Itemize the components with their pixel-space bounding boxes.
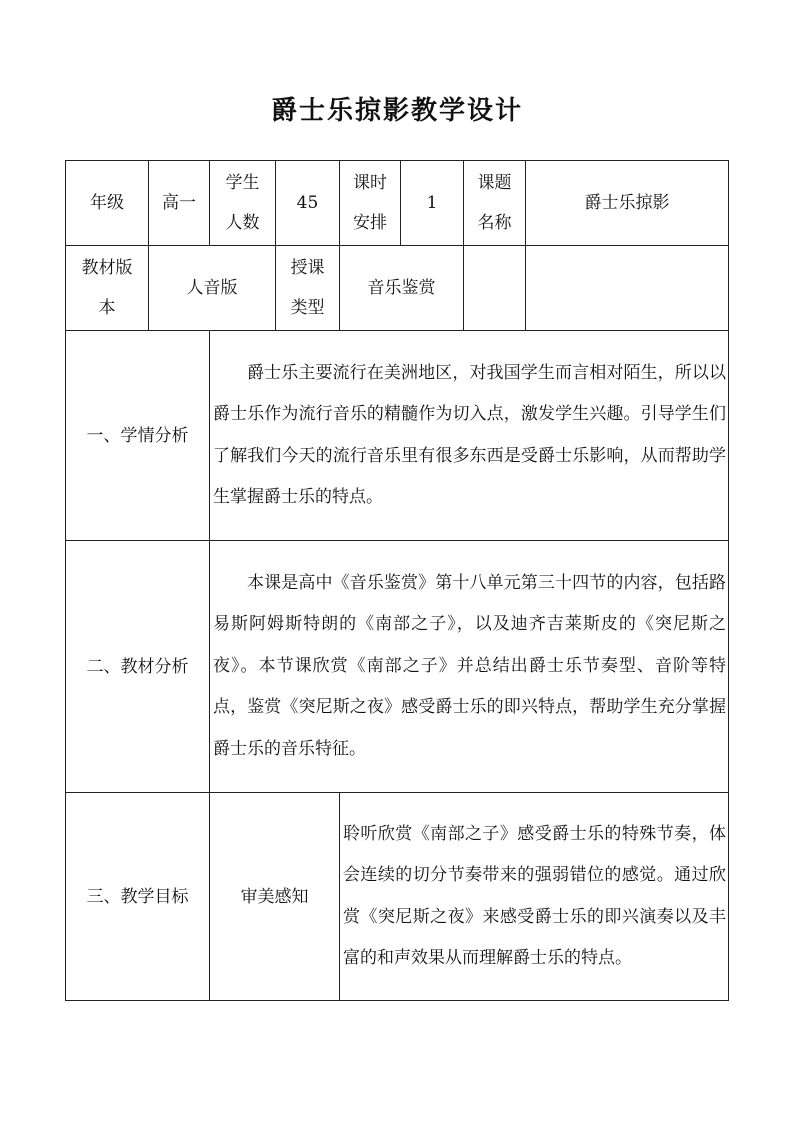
edition-value: 人音版 (149, 246, 276, 331)
lesson-type-value: 音乐鉴赏 (340, 246, 464, 331)
learner-analysis-label: 一、学情分析 (66, 331, 210, 541)
hours-label: 课时 安排 (340, 161, 401, 246)
grade-value: 高一 (149, 161, 210, 246)
empty-cell (464, 246, 526, 331)
lesson-plan-table (65, 160, 729, 1001)
grade-label: 年级 (66, 161, 149, 246)
topic-label: 课题 名称 (464, 161, 526, 246)
aesthetic-perception-label: 审美感知 (210, 793, 340, 1001)
empty-cell (526, 246, 729, 331)
hours-value: 1 (401, 161, 464, 246)
students-value: 45 (276, 161, 340, 246)
material-analysis-label: 二、教材分析 (66, 541, 210, 793)
table-row (66, 541, 729, 793)
document-title: 爵士乐掠影教学设计 (270, 96, 523, 126)
topic-value: 爵士乐掠影 (526, 161, 729, 246)
students-label: 学生 人数 (210, 161, 276, 246)
teaching-goals-label: 三、教学目标 (66, 793, 210, 1001)
table-row (66, 331, 729, 541)
aesthetic-perception-text: 聆听欣赏《南部之子》感受爵士乐的特殊节奏，体会连续的切分节奏带来的强弱错位的感觉。通过欣赏《突尼斯之夜》来感受爵士乐的即兴演奏以及丰富的和声效果从而理解爵士乐的特点。 (340, 793, 729, 1001)
table-row (66, 793, 729, 1001)
learner-analysis-text: 爵士乐主要流行在美洲地区，对我国学生而言相对陌生，所以以爵士乐作为流行音乐的精髓作为切入点，激发学生兴趣。引导学生们了解我们今天的流行音乐里有很多东西是受爵士乐影响，从而帮助学生掌握爵士乐的特点。 (210, 331, 729, 541)
material-analysis-text: 本课是高中《音乐鉴赏》第十八单元第三十四节的内容，包括路易斯阿姆斯特朗的《南部之子》，以及迪齐吉莱斯皮的《突尼斯之夜》。本节课欣赏《南部之子》并总结出爵士乐节奏型、音阶等特点，鉴赏《突尼斯之夜》感受爵士乐的即兴特点，帮助学生充分掌握爵士乐的音乐特征。 (210, 541, 729, 793)
table-row (66, 246, 729, 331)
table-row (66, 161, 729, 246)
edition-label: 教材版 本 (66, 246, 149, 331)
lesson-type-label: 授课 类型 (276, 246, 340, 331)
